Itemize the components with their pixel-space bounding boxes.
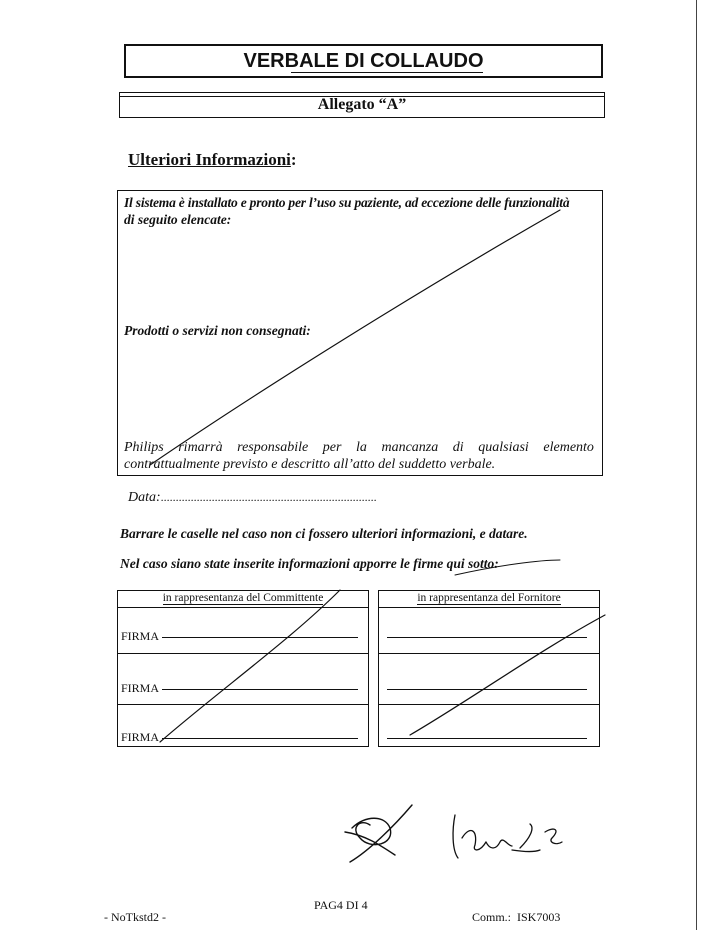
date-dots: ........................................................................ [160,490,377,504]
instruction-line-1: Barrare le caselle nel caso non ci fossero ulteriori informazioni, e datare. [120,526,528,541]
signature-scribble-right [453,815,562,858]
info-line-1: Il sistema è installato e pronto per l’uso su paziente, ad eccezione delle funzionalità [124,195,570,210]
section-heading-text: Ulteriori Informazioni [128,150,291,169]
committente-strike-line [160,590,340,742]
responsibility-word: responsabile [237,440,309,455]
footer-commission: Comm.: ISK7003 [472,910,561,924]
responsibility-word: elemento [543,440,594,455]
page-edge [696,0,697,930]
firma-label-3: FIRMA [121,730,160,744]
attachment-title: Allegato “A” [317,96,407,113]
date-label: Data: [128,490,161,505]
products-label: Prodotti o servizi non consegnati: [124,323,311,338]
fornitore-strike-line [410,615,605,735]
responsibility-word: qualsiasi [478,440,529,455]
section-heading-colon: : [290,150,297,169]
responsibility-word: rimarrà [178,440,223,455]
document-title: VERBALE DI COLLAUDO [243,50,484,72]
page-number: PAG4 DI 4 [314,898,368,912]
responsibility-line-2: contrattualmente previsto e descritto all’atto del suddetto verbale. [124,457,496,472]
responsibility-word: di [452,440,464,455]
instruction-strike-mark [455,560,560,575]
firma-label-2: FIRMA [121,681,160,695]
footer-doc-code: - NoTkstd2 - [104,910,166,924]
responsibility-word: Philips [124,440,164,455]
responsibility-word: mancanza [381,440,439,455]
firma-label-1: FIRMA [121,629,160,643]
info-line-2: di seguito elencate: [124,212,232,227]
responsibility-word: per [322,440,342,455]
signature-scribble-left [345,805,412,862]
instruction-line-2: Nel caso siano state inserite informazioni apporre le firme qui sotto: [120,556,499,571]
responsibility-word: la [356,440,367,455]
info-box-strike-line [150,210,560,465]
committente-header-text: in rappresentanza del Committente [162,592,324,604]
fornitore-header-text: in rappresentanza del Fornitore [417,592,561,604]
